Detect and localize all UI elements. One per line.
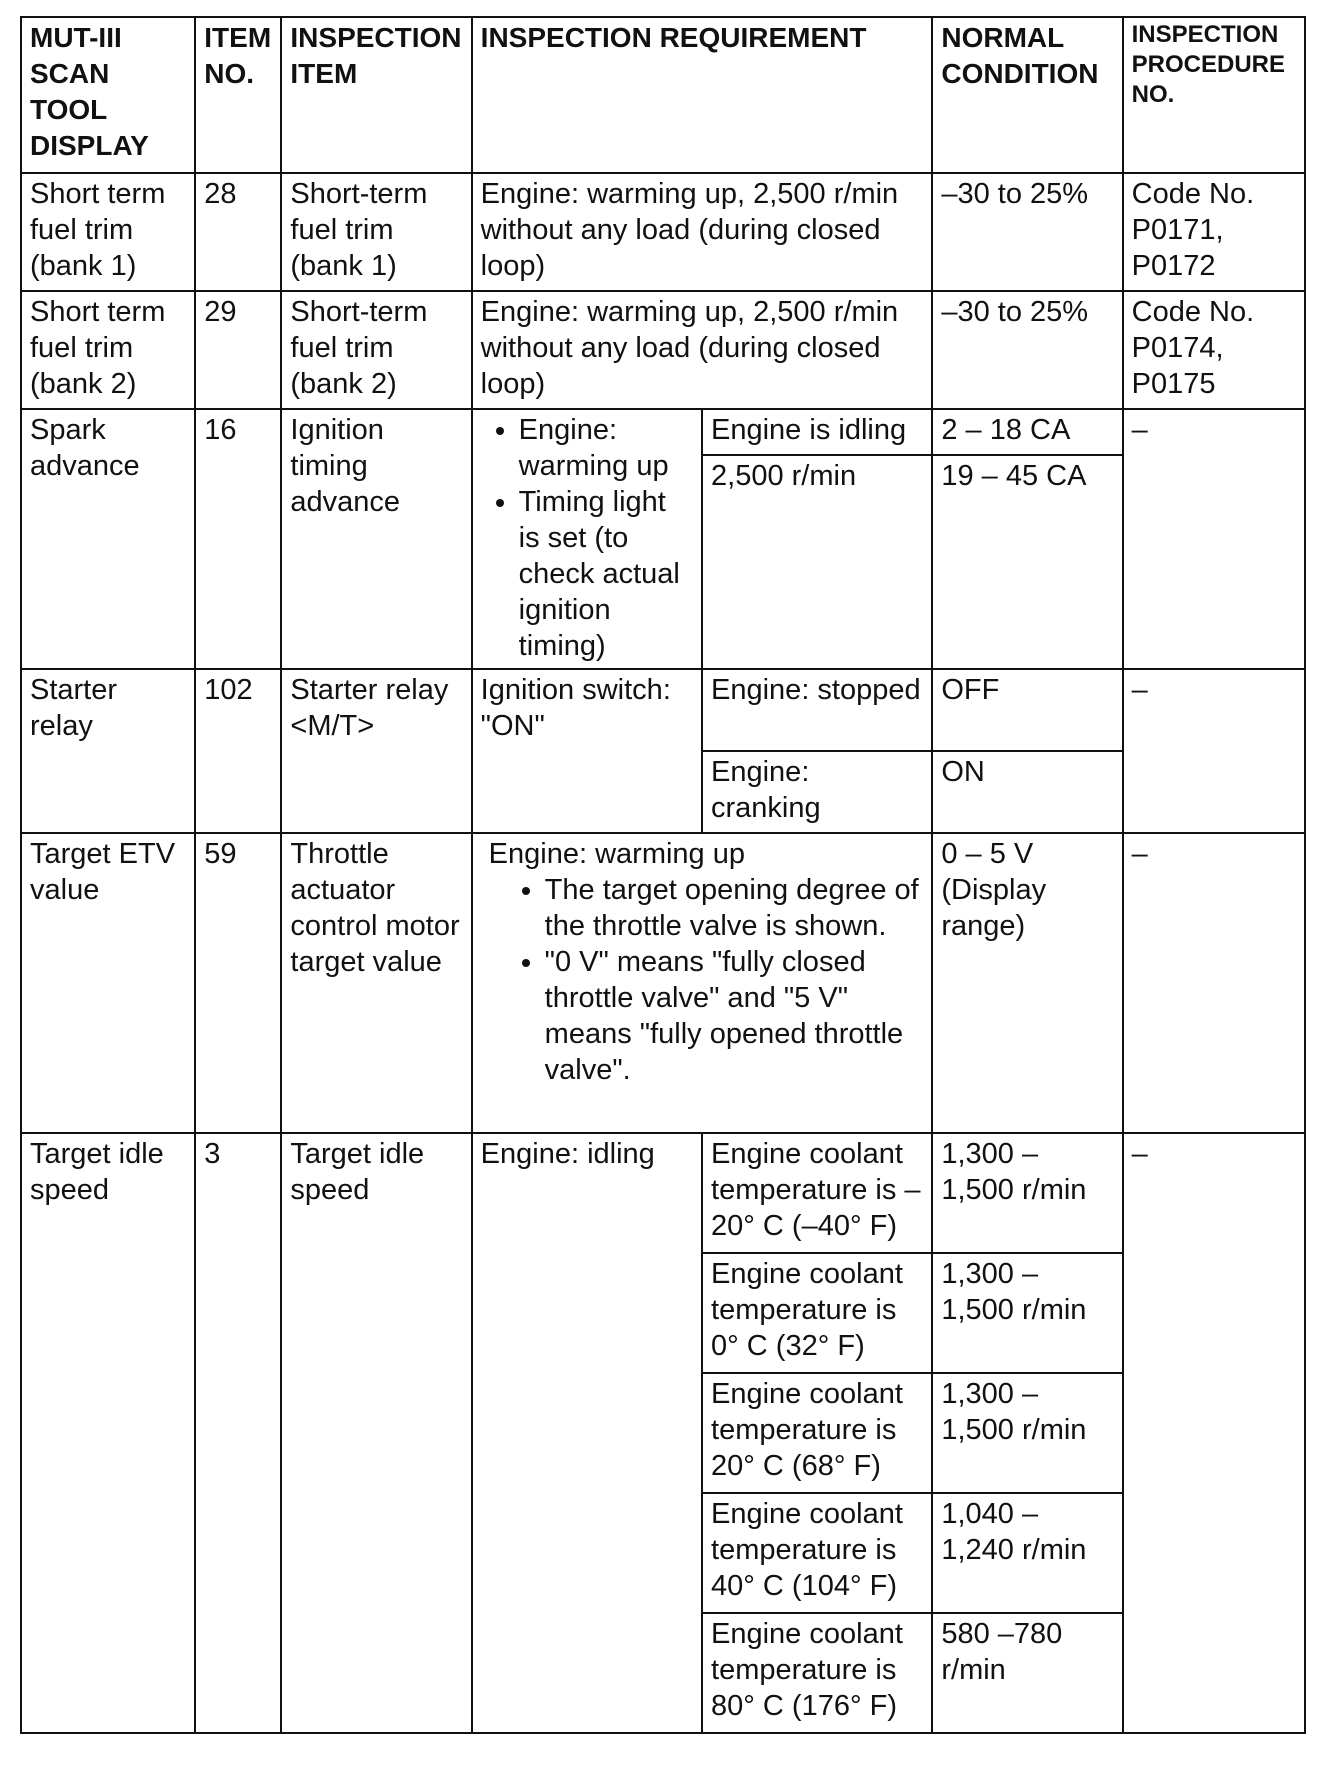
cell-condition: Engine is idling xyxy=(702,409,932,455)
cell-item-no: 29 xyxy=(195,291,281,409)
table-row xyxy=(21,833,1305,1133)
cell-normal: 1,300 – 1,500 r/min xyxy=(932,1253,1122,1373)
cell-display: Target idle speed xyxy=(21,1133,195,1733)
cell-normal: 1,300 – 1,500 r/min xyxy=(932,1133,1122,1253)
bullet-list xyxy=(481,412,693,664)
cell-display: Spark advance xyxy=(21,409,195,669)
header-inspection-item: INSPECTION ITEM xyxy=(281,17,471,173)
cell-normal: 19 – 45 CA xyxy=(932,455,1122,669)
cell-display: Short term fuel trim (bank 1) xyxy=(21,173,195,291)
list-item: • "0 V" means "fully closed throttle valve" and "5 V" means "fully opened throttle valve". xyxy=(545,944,924,1088)
cell-normal: 2 – 18 CA xyxy=(932,409,1122,455)
header-normal-condition: NORMAL CONDITION xyxy=(932,17,1122,173)
list-item: • The target opening degree of the throttle valve is shown. xyxy=(545,872,924,944)
header-inspection-requirement: INSPECTION REQUIREMENT xyxy=(472,17,933,173)
cell-condition: Engine coolant temperature is 0° C (32° F) xyxy=(702,1253,932,1373)
cell-normal: ON xyxy=(932,751,1122,833)
bullet-list xyxy=(481,872,924,1088)
cell-procedure: – xyxy=(1123,833,1305,1133)
table-row xyxy=(21,1133,1305,1253)
table-row xyxy=(21,409,1305,455)
cell-item: Short-term fuel trim (bank 2) xyxy=(281,291,471,409)
inspection-table xyxy=(20,16,1306,1734)
list-item: • Engine: warming up xyxy=(519,412,693,484)
cell-requirement: Ignition switch: "ON" xyxy=(472,669,702,833)
cell-requirement-etv xyxy=(472,833,933,1133)
cell-condition: Engine coolant temperature is –20° C (–40° F) xyxy=(702,1133,932,1253)
cell-normal: 0 – 5 V (Display range) xyxy=(932,833,1122,1133)
cell-normal: 1,300 – 1,500 r/min xyxy=(932,1373,1122,1493)
cell-procedure: – xyxy=(1123,669,1305,833)
table-row xyxy=(21,669,1305,751)
header-display: MUT-III SCAN TOOL DISPLAY xyxy=(21,17,195,173)
cell-requirement: Engine: warming up, 2,500 r/min without any load (during closed loop) xyxy=(472,291,933,409)
cell-requirement-bullets xyxy=(472,409,702,669)
table-row xyxy=(21,291,1305,409)
cell-normal: –30 to 25% xyxy=(932,291,1122,409)
requirement-lead: Engine: warming up xyxy=(488,838,745,870)
cell-display: Short term fuel trim (bank 2) xyxy=(21,291,195,409)
cell-normal: 1,040 – 1,240 r/min xyxy=(932,1493,1122,1613)
cell-condition: Engine coolant temperature is 40° C (104° F) xyxy=(702,1493,932,1613)
cell-display: Target ETV value xyxy=(21,833,195,1133)
cell-item-no: 28 xyxy=(195,173,281,291)
cell-item-no: 16 xyxy=(195,409,281,669)
cell-procedure: Code No. P0174, P0175 xyxy=(1123,291,1305,409)
cell-item: Target idle speed xyxy=(281,1133,471,1733)
cell-item: Ignition timing advance xyxy=(281,409,471,669)
cell-procedure: Code No. P0171, P0172 xyxy=(1123,173,1305,291)
table-row xyxy=(21,173,1305,291)
cell-item: Short-term fuel trim (bank 1) xyxy=(281,173,471,291)
list-item: • Timing light is set (to check actual ignition timing) xyxy=(519,484,693,664)
cell-condition: Engine: stopped xyxy=(702,669,932,751)
cell-condition: Engine coolant temperature is 80° C (176° F) xyxy=(702,1613,932,1733)
cell-condition: Engine coolant temperature is 20° C (68° F) xyxy=(702,1373,932,1493)
cell-normal: –30 to 25% xyxy=(932,173,1122,291)
cell-normal: OFF xyxy=(932,669,1122,751)
cell-condition: 2,500 r/min xyxy=(702,455,932,669)
cell-item: Throttle actuator control motor target value xyxy=(281,833,471,1133)
cell-procedure: – xyxy=(1123,1133,1305,1733)
cell-requirement: Engine: idling xyxy=(472,1133,702,1733)
header-row xyxy=(21,17,1305,173)
cell-procedure: – xyxy=(1123,409,1305,669)
cell-normal: 580 –780 r/min xyxy=(932,1613,1122,1733)
cell-condition: Engine: cranking xyxy=(702,751,932,833)
cell-requirement: Engine: warming up, 2,500 r/min without any load (during closed loop) xyxy=(472,173,933,291)
cell-item-no: 102 xyxy=(195,669,281,833)
header-procedure-no: INSPECTION PROCEDURE NO. xyxy=(1123,17,1305,173)
cell-item: Starter relay <M/T> xyxy=(281,669,471,833)
header-item-no: ITEM NO. xyxy=(195,17,281,173)
cell-display: Starter relay xyxy=(21,669,195,833)
cell-item-no: 59 xyxy=(195,833,281,1133)
cell-item-no: 3 xyxy=(195,1133,281,1733)
